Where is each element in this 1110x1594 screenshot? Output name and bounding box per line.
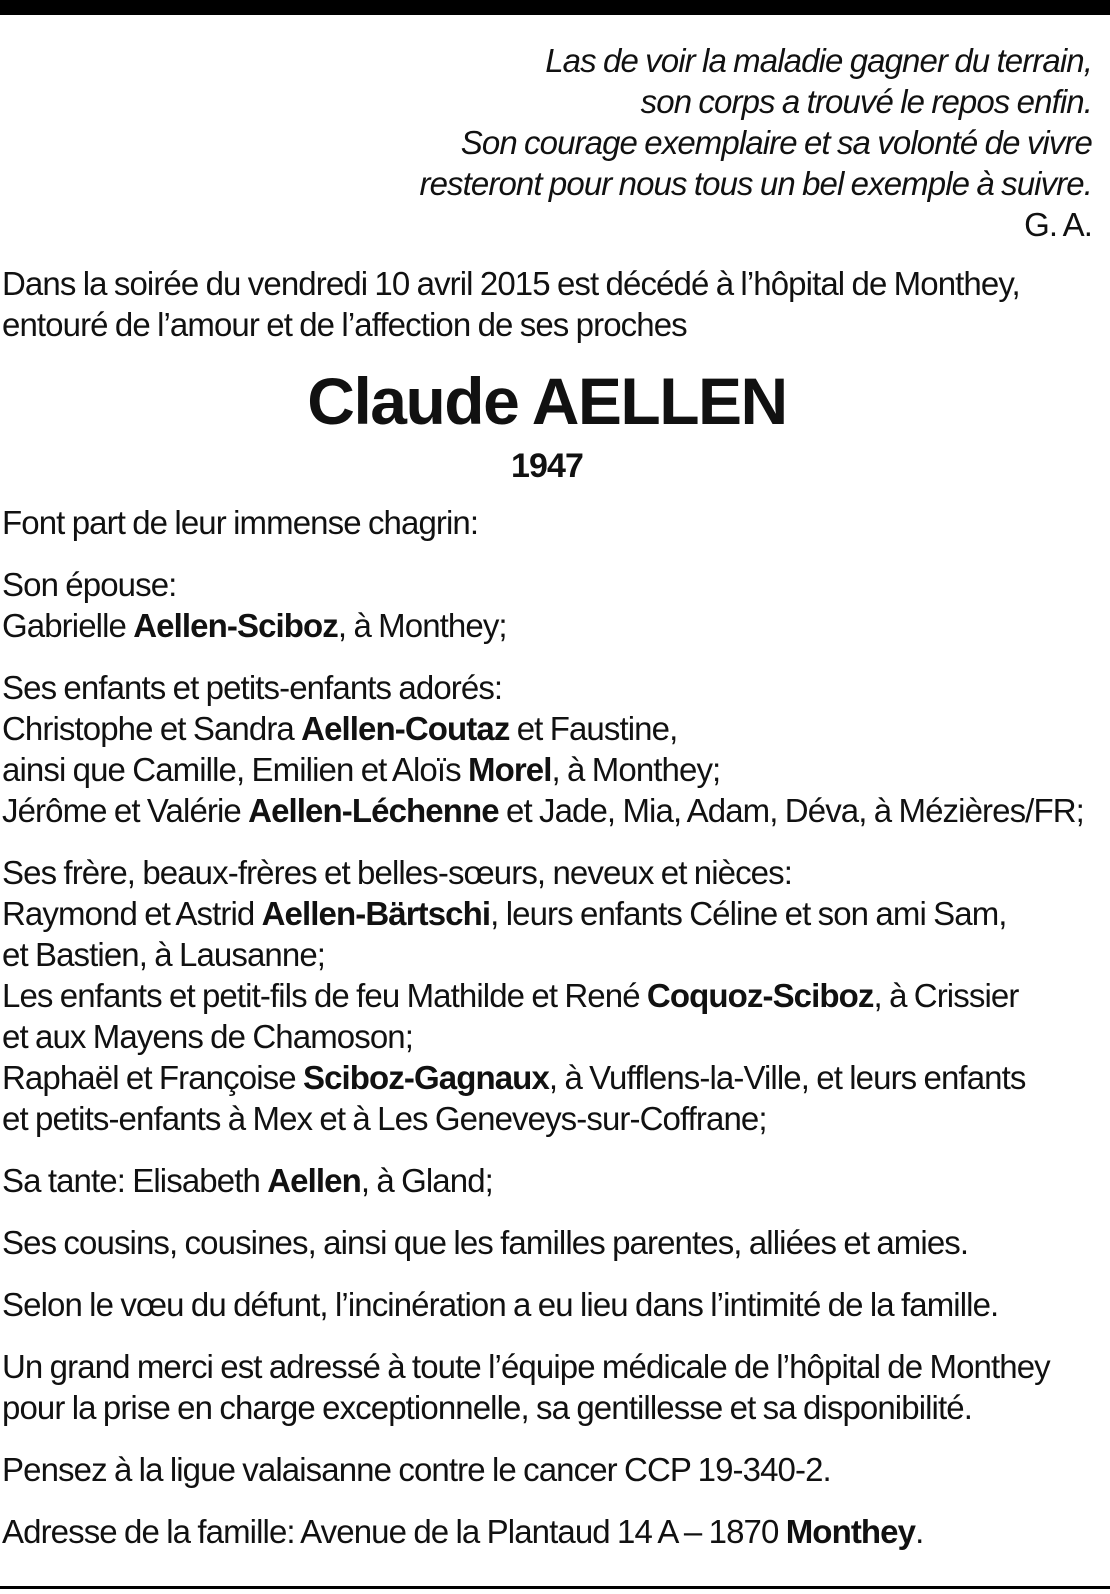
- family-entry: [2, 790, 1092, 831]
- intro-paragraph: [2, 263, 1092, 345]
- given-names: Gabrielle: [2, 607, 134, 644]
- section-heading: Ses frère, beaux-frères et belles-sœurs, neveux et nièces:: [2, 854, 793, 891]
- thanks-line: pour la prise en charge exceptionnelle, sa gentillesse et sa disponibilité.: [2, 1389, 972, 1426]
- address-paragraph: [2, 1511, 1092, 1552]
- entry-detail: , à Crissier: [873, 977, 1019, 1014]
- poem-line: son corps a trouvé le repos enfin.: [640, 83, 1092, 120]
- spouse-section: [2, 564, 1092, 646]
- poem-line: resteront pour nous tous un bel exemple à suivre.: [419, 165, 1092, 202]
- entry-detail: , à Gland;: [360, 1162, 493, 1199]
- entry-detail: , à Monthey;: [337, 607, 507, 644]
- family-surname: Sciboz-Gagnaux: [302, 1059, 549, 1096]
- section-heading: Ses enfants et petits-enfants adorés:: [2, 669, 503, 706]
- thanks-paragraph: [2, 1346, 1092, 1428]
- family-surname: Coquoz-Sciboz: [646, 977, 874, 1014]
- thanks-line: Un grand merci est adressé à toute l’équipe médicale de l’hôpital de Monthey: [2, 1348, 1050, 1385]
- children-section: [2, 667, 1092, 831]
- family-surname: Aellen: [267, 1162, 361, 1199]
- poem-line: Las de voir la maladie gagner du terrain,: [545, 42, 1092, 79]
- intro-line: entouré de l’amour et de l’affection de ses proches: [2, 306, 687, 343]
- family-entry: [2, 1057, 1092, 1098]
- family-entry-continued: et Bastien, à Lausanne;: [2, 936, 326, 973]
- top-rule: [0, 0, 1110, 15]
- intro-line: Dans la soirée du vendredi 10 avril 2015 est décédé à l’hôpital de Monthey,: [2, 265, 1020, 302]
- cremation-paragraph: Selon le vœu du défunt, l’incinération a eu lieu dans l’intimité de la famille.: [2, 1286, 999, 1323]
- announcement: Font part de leur immense chagrin:: [2, 504, 479, 541]
- family-entry-continued: et aux Mayens de Chamoson;: [2, 1018, 414, 1055]
- family-surname: Morel: [468, 751, 552, 788]
- family-entry: [2, 708, 1092, 749]
- donation-paragraph: Pensez à la ligue valaisanne contre le cancer CCP 19-340-2.: [2, 1451, 831, 1488]
- entry-detail: , à Monthey;: [551, 751, 721, 788]
- address-city: Monthey: [785, 1513, 916, 1550]
- given-names: Raphaël et Françoise: [2, 1059, 303, 1096]
- entry-detail: , leurs enfants Céline et son ami Sam,: [490, 895, 1007, 932]
- entry-detail: et Faustine,: [509, 710, 678, 747]
- bottom-rule: [0, 1586, 1110, 1589]
- poem-line: Son courage exemplaire et sa volonté de vivre: [460, 124, 1092, 161]
- family-surname: Aellen-Coutaz: [301, 710, 510, 747]
- family-surname: Aellen-Sciboz: [133, 607, 338, 644]
- given-names: Jérôme et Valérie: [2, 792, 249, 829]
- family-surname: Aellen-Bärtschi: [261, 895, 491, 932]
- address-end: .: [915, 1513, 924, 1550]
- given-names: Sa tante: Elisabeth: [2, 1162, 268, 1199]
- family-entry: [2, 749, 1092, 790]
- entry-detail: , à Vufflens-la-Ville, et leurs enfants: [548, 1059, 1026, 1096]
- family-entry: [2, 975, 1092, 1016]
- aunt-section: [2, 1160, 1092, 1201]
- address-text: Adresse de la famille: Avenue de la Plantaud 14 A – 1870: [2, 1513, 786, 1550]
- family-entry: [2, 605, 1092, 646]
- given-names: Raymond et Astrid: [2, 895, 262, 932]
- family-surname: Aellen-Léchenne: [248, 792, 499, 829]
- siblings-section: [2, 852, 1092, 1139]
- deceased-year: 1947: [510, 447, 584, 485]
- deceased-name: Claude AELLEN: [307, 364, 787, 438]
- poem: [2, 40, 1092, 245]
- section-heading: Son épouse:: [2, 566, 177, 603]
- given-names: ainsi que Camille, Emilien et Aloïs: [2, 751, 468, 788]
- given-names: Les enfants et petit-fils de feu Mathilde et René: [2, 977, 647, 1014]
- poem-signature: G. A.: [1024, 206, 1092, 243]
- cousins-paragraph: Ses cousins, cousines, ainsi que les familles parentes, alliées et amies.: [2, 1224, 969, 1261]
- family-entry-continued: et petits-enfants à Mex et à Les Geneveys-sur-Coffrane;: [2, 1100, 767, 1137]
- family-entry: [2, 893, 1092, 934]
- given-names: Christophe et Sandra: [2, 710, 302, 747]
- entry-detail: et Jade, Mia, Adam, Déva, à Mézières/FR;: [498, 792, 1084, 829]
- obituary-notice: [2, 40, 1092, 1573]
